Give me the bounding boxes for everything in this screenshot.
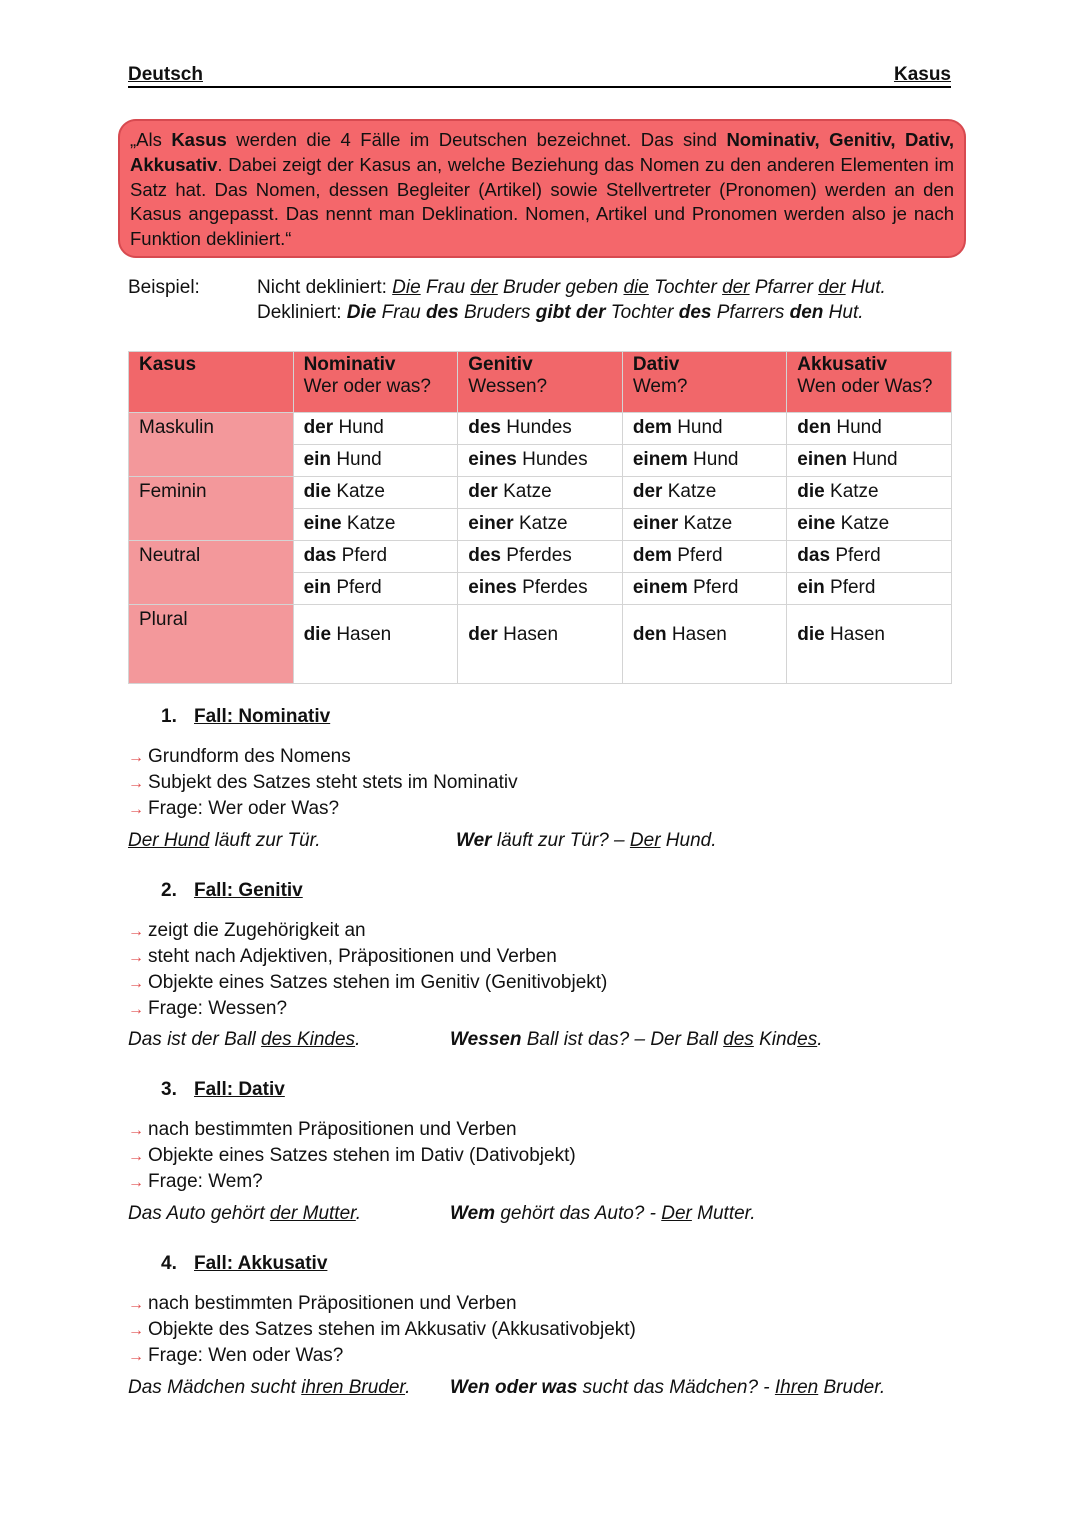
- list-item: → Subjekt des Satzes steht stets im Nominativ: [128, 772, 518, 793]
- ex-word: Die: [392, 277, 421, 298]
- list-item: → nach bestimmten Präpositionen und Verben: [128, 1119, 517, 1140]
- table-cell: eine Katze: [293, 509, 458, 541]
- arrow-right-icon: →: [128, 1122, 144, 1139]
- ex-word: der: [818, 277, 846, 298]
- def-text: . Dabei zeigt der Kasus an, welche Beziehung das Nomen zu den anderen Elementen im Satz hat. Das Nomen, dessen Begleiter (Artikel) sowie Stellvertreter (Pronomen) werden an den Kasus angepasst. Das nennt man Deklination. Nomen, Artikel und Pronomen werden also je nach Funktion dekliniert.“: [130, 153, 954, 250]
- example-question-genitiv: Wessen Ball ist das? – Der Ball des Kindes.: [450, 1029, 823, 1050]
- arrow-right-icon: →: [128, 749, 144, 766]
- page-header: [128, 64, 951, 88]
- list-item: → Objekte des Satzes stehen im Akkusativ (Akkusativobjekt): [128, 1319, 636, 1340]
- ex-word: Die: [346, 302, 377, 323]
- bullet-list-akkusativ: [128, 1291, 636, 1369]
- section-number: 1.: [161, 706, 177, 727]
- ex-word: Pfarrers: [711, 302, 790, 323]
- table-cell: der Katze: [458, 477, 623, 509]
- example-question-dativ: Wem gehört das Auto? - Der Mutter.: [450, 1203, 756, 1224]
- table-cell: dem Pferd: [622, 541, 786, 573]
- table-row: [129, 477, 952, 509]
- arrow-right-icon: →: [128, 1322, 144, 1339]
- declension-table: [128, 351, 952, 684]
- list-item: → nach bestimmten Präpositionen und Verben: [128, 1293, 517, 1314]
- example-question-akkusativ: Wen oder was sucht das Mädchen? - Ihren Bruder.: [450, 1377, 886, 1398]
- example-sentence-akkusativ: Das Mädchen sucht ihren Bruder.: [128, 1377, 411, 1398]
- table-cell: eine Katze: [787, 509, 952, 541]
- def-bold-cases: Nominativ, Genitiv, Dativ, Akkusativ: [130, 129, 954, 175]
- table-cell: ein Pferd: [293, 573, 458, 605]
- header-kasus: [129, 352, 294, 413]
- col-question: Wem?: [632, 376, 688, 397]
- col-question: Wer oder was?: [303, 376, 432, 397]
- ex-word: der: [470, 277, 498, 298]
- section-number: 2.: [161, 880, 177, 901]
- gender-feminin: Feminin: [129, 477, 294, 541]
- table-cell: den Hund: [787, 413, 952, 445]
- table-cell: des Hundes: [458, 413, 623, 445]
- arrow-right-icon: →: [128, 923, 144, 940]
- ex-word: Hut.: [845, 277, 886, 298]
- section-title-text: Fall: Akkusativ: [194, 1253, 328, 1274]
- list-item: → Frage: Wer oder Was?: [128, 798, 340, 819]
- ex-word: Tochter: [648, 277, 723, 298]
- table-cell: der Hasen: [458, 605, 623, 684]
- col-question: Wessen?: [468, 376, 548, 397]
- header-akkusativ: [787, 352, 952, 413]
- list-item: → steht nach Adjektiven, Präpositionen und Verben: [128, 946, 557, 967]
- arrow-right-icon: →: [128, 1174, 144, 1191]
- table-cell: die Katze: [787, 477, 952, 509]
- ex-word: des: [425, 302, 459, 323]
- gender-plural: Plural: [129, 605, 294, 684]
- section-number: 3.: [161, 1079, 177, 1100]
- col-name: Nominativ: [303, 354, 396, 375]
- table-row: [129, 605, 952, 684]
- ex-word: gibt: [535, 302, 571, 323]
- table-cell: die Katze: [293, 477, 458, 509]
- example-line-label: Nicht dekliniert:: [257, 277, 393, 298]
- section-number: 4.: [161, 1253, 177, 1274]
- header-genitiv: [458, 352, 623, 413]
- header-dativ: [622, 352, 786, 413]
- ex-word: Frau: [420, 277, 471, 298]
- table-row: [129, 541, 952, 573]
- table-cell: den Hasen: [622, 605, 786, 684]
- arrow-right-icon: →: [128, 1148, 144, 1165]
- table-header-row: [129, 352, 952, 413]
- example-sentence-genitiv: Das ist der Ball des Kindes.: [128, 1029, 361, 1050]
- ex-word: Bruder geben: [497, 277, 624, 298]
- example-label: Beispiel:: [128, 277, 200, 298]
- def-text: „Als: [130, 129, 172, 150]
- table-cell: einem Hund: [622, 445, 786, 477]
- subject-title: Deutsch: [128, 64, 203, 85]
- list-item: → Frage: Wessen?: [128, 998, 288, 1019]
- section-title-dativ: [161, 1079, 285, 1101]
- ex-word: Bruders: [458, 302, 536, 323]
- list-item: → Objekte eines Satzes stehen im Dativ (Dativobjekt): [128, 1145, 576, 1166]
- ex-word: des: [678, 302, 712, 323]
- list-item: → Frage: Wen oder Was?: [128, 1345, 344, 1366]
- ex-word: Tochter: [605, 302, 679, 323]
- example-sentence-dativ: Das Auto gehört der Mutter.: [128, 1203, 362, 1224]
- ex-word: Frau: [376, 302, 426, 323]
- def-text: werden die 4 Fälle im Deutschen bezeichnet. Das sind: [226, 129, 727, 150]
- bullet-list-dativ: [128, 1117, 576, 1195]
- table-cell: dem Hund: [622, 413, 786, 445]
- table-cell: ein Pferd: [787, 573, 952, 605]
- table-cell: das Pferd: [293, 541, 458, 573]
- table-cell: ein Hund: [293, 445, 458, 477]
- ex-word: der: [722, 277, 750, 298]
- gender-maskulin: Maskulin: [129, 413, 294, 477]
- ex-word: Pfarrer: [749, 277, 819, 298]
- table-cell: die Hasen: [293, 605, 458, 684]
- example-sentence-nominativ: Der Hund läuft zur Tür.: [128, 830, 321, 851]
- header-kasus-label: Kasus: [139, 354, 197, 375]
- list-item: → Frage: Wem?: [128, 1171, 263, 1192]
- section-title-genitiv: [161, 880, 303, 902]
- section-title-akkusativ: [161, 1253, 327, 1275]
- section-title-text: Fall: Genitiv: [194, 880, 303, 901]
- header-nominativ: [293, 352, 458, 413]
- table-cell: der Hund: [293, 413, 458, 445]
- table-cell: einen Hund: [787, 445, 952, 477]
- arrow-right-icon: →: [128, 975, 144, 992]
- list-item: → Objekte eines Satzes stehen im Genitiv (Genitivobjekt): [128, 972, 608, 993]
- ex-word: der: [575, 302, 606, 323]
- section-title-nominativ: [161, 706, 330, 728]
- bullet-list-genitiv: [128, 918, 607, 1022]
- ex-word: die: [623, 277, 649, 298]
- col-name: Genitiv: [468, 354, 533, 375]
- col-name: Akkusativ: [797, 354, 888, 375]
- arrow-right-icon: →: [128, 801, 144, 818]
- ex-word: Hut.: [823, 302, 864, 323]
- example-line-label: Dekliniert:: [257, 302, 347, 323]
- def-bold-kasus: Kasus: [171, 129, 227, 150]
- table-cell: eines Hundes: [458, 445, 623, 477]
- example-declined: [257, 302, 864, 324]
- table-cell: der Katze: [622, 477, 786, 509]
- bullet-list-nominativ: [128, 744, 518, 822]
- table-cell: einer Katze: [458, 509, 623, 541]
- arrow-right-icon: →: [128, 949, 144, 966]
- table-cell: einem Pferd: [622, 573, 786, 605]
- example-question-nominativ: Wer läuft zur Tür? – Der Hund.: [456, 830, 717, 851]
- table-cell: das Pferd: [787, 541, 952, 573]
- arrow-right-icon: →: [128, 775, 144, 792]
- table-row: [129, 413, 952, 445]
- ex-word: den: [789, 302, 824, 323]
- table-cell: einer Katze: [622, 509, 786, 541]
- col-name: Dativ: [632, 354, 680, 375]
- topic-title: Kasus: [893, 64, 951, 85]
- section-title-text: Fall: Nominativ: [194, 706, 331, 727]
- arrow-right-icon: →: [128, 1296, 144, 1313]
- section-title-text: Fall: Dativ: [194, 1079, 285, 1100]
- definition-box: [118, 119, 966, 258]
- list-item: → zeigt die Zugehörigkeit an: [128, 920, 366, 941]
- col-question: Wen oder Was?: [797, 376, 933, 397]
- list-item: → Grundform des Nomens: [128, 746, 351, 767]
- table-cell: eines Pferdes: [458, 573, 623, 605]
- example-undeclined: [257, 277, 886, 299]
- arrow-right-icon: →: [128, 1348, 144, 1365]
- arrow-right-icon: →: [128, 1001, 144, 1018]
- table-cell: die Hasen: [787, 605, 952, 684]
- table-cell: des Pferdes: [458, 541, 623, 573]
- gender-neutral: Neutral: [129, 541, 294, 605]
